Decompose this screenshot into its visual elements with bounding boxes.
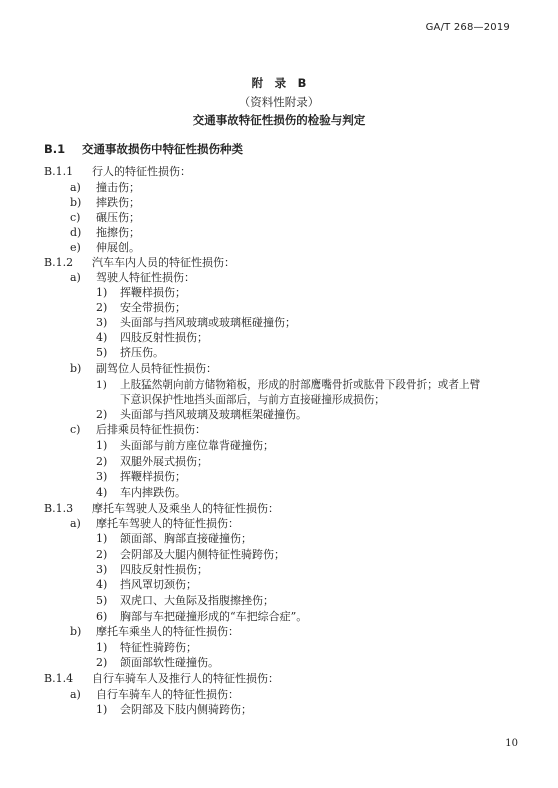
list-item: e) 伸展创。 xyxy=(70,241,140,254)
standard-code: GA/T 268—2019 xyxy=(425,22,510,33)
list-item: b) 副驾位人员特征性损伤： xyxy=(70,362,217,375)
list-subitem: 3) 头面部与挡风玻璃或玻璃框碰撞伤； xyxy=(96,316,296,329)
subsection-title: 自行车骑车人及推行人的特征性损伤： xyxy=(92,672,279,685)
list-subitem: 3) 挥鞭样损伤； xyxy=(96,470,186,483)
appendix-label: 附 录 B xyxy=(251,76,307,90)
list-item: c) 后排乘员特征性损伤： xyxy=(70,423,206,436)
subsection-heading xyxy=(44,165,191,179)
subsection-number: B.1.1 xyxy=(44,165,74,178)
subsection-title: 汽车车内人员的特征性损伤： xyxy=(92,256,235,269)
list-subitem: 6) 胸部与车把碰撞形成的“车把综合症”。 xyxy=(96,610,308,623)
list-subitem: 1) 特征性骑跨伤； xyxy=(96,641,197,654)
appendix-title: 交通事故特征性损伤的检验与判定 xyxy=(192,113,366,127)
list-item: b) 摔跌伤； xyxy=(70,196,140,209)
list-item: a) 撞击伤； xyxy=(70,181,140,194)
list-subitem: 1) 颌面部、胸部直接碰撞伤； xyxy=(96,532,252,545)
list-subitem-continuation: 下意识保护性地挡头面部后，与前方直接碰撞形成损伤； xyxy=(120,394,385,406)
list-subitem: 3) 四肢反射性损伤； xyxy=(96,563,208,576)
list-item: d) 拖擦伤； xyxy=(70,226,140,239)
section-title: 交通事故损伤中特征性损伤种类 xyxy=(82,142,243,156)
list-subitem: 1) 头面部与前方座位靠背碰撞伤； xyxy=(96,439,274,452)
list-item: a) 摩托车驾驶人的特征性损伤： xyxy=(70,517,239,530)
list-subitem: 4) 挡风罩切颈伤； xyxy=(96,578,197,591)
subsection-number: B.1.2 xyxy=(44,256,74,269)
list-subitem: 1) 会阴部及下肢内侧骑跨伤； xyxy=(96,703,252,716)
subsection-heading xyxy=(44,256,235,270)
list-subitem: 1) 挥鞭样损伤； xyxy=(96,286,186,299)
list-subitem: 1) 上肢猛然朝向前方储物箱板，形成的肘部鹰嘴骨折或肱骨下段骨折；或者上臂 xyxy=(96,379,481,391)
list-subitem: 2) 颌面部软性碰撞伤。 xyxy=(96,656,219,669)
list-item: c) 碾压伤； xyxy=(70,211,140,224)
list-subitem: 4) 车内摔跌伤。 xyxy=(96,486,186,499)
subsection-title: 行人的特征性损伤： xyxy=(92,165,191,178)
list-subitem: 2) 头面部与挡风玻璃及玻璃框架碰撞伤。 xyxy=(96,408,307,421)
section-heading xyxy=(44,142,243,156)
subsection-title: 摩托车驾驶人及乘坐人的特征性损伤： xyxy=(92,502,279,515)
list-subitem: 5) 挤压伤。 xyxy=(96,346,164,359)
appendix-note: （资料性附录） xyxy=(238,95,320,109)
subsection-number: B.1.3 xyxy=(44,502,74,515)
list-subitem: 2) 会阴部及大腿内侧特征性骑跨伤； xyxy=(96,548,285,561)
subsection-heading xyxy=(44,502,279,516)
list-item: a) 驾驶人特征性损伤： xyxy=(70,271,195,284)
subsection-heading xyxy=(44,672,279,686)
list-item: a) 自行车骑车人的特征性损伤： xyxy=(70,688,239,701)
page-number: 10 xyxy=(505,738,518,749)
list-subitem: 5) 双虎口、大鱼际及指腹擦挫伤； xyxy=(96,594,274,607)
list-subitem: 2) 双腿外展式损伤； xyxy=(96,455,208,468)
list-subitem: 2) 安全带损伤； xyxy=(96,301,186,314)
list-item: b) 摩托车乘坐人的特征性损伤： xyxy=(70,625,239,638)
list-subitem: 4) 四肢反射性损伤； xyxy=(96,331,208,344)
subsection-number: B.1.4 xyxy=(44,672,74,685)
section-number: B.1 xyxy=(44,142,66,156)
